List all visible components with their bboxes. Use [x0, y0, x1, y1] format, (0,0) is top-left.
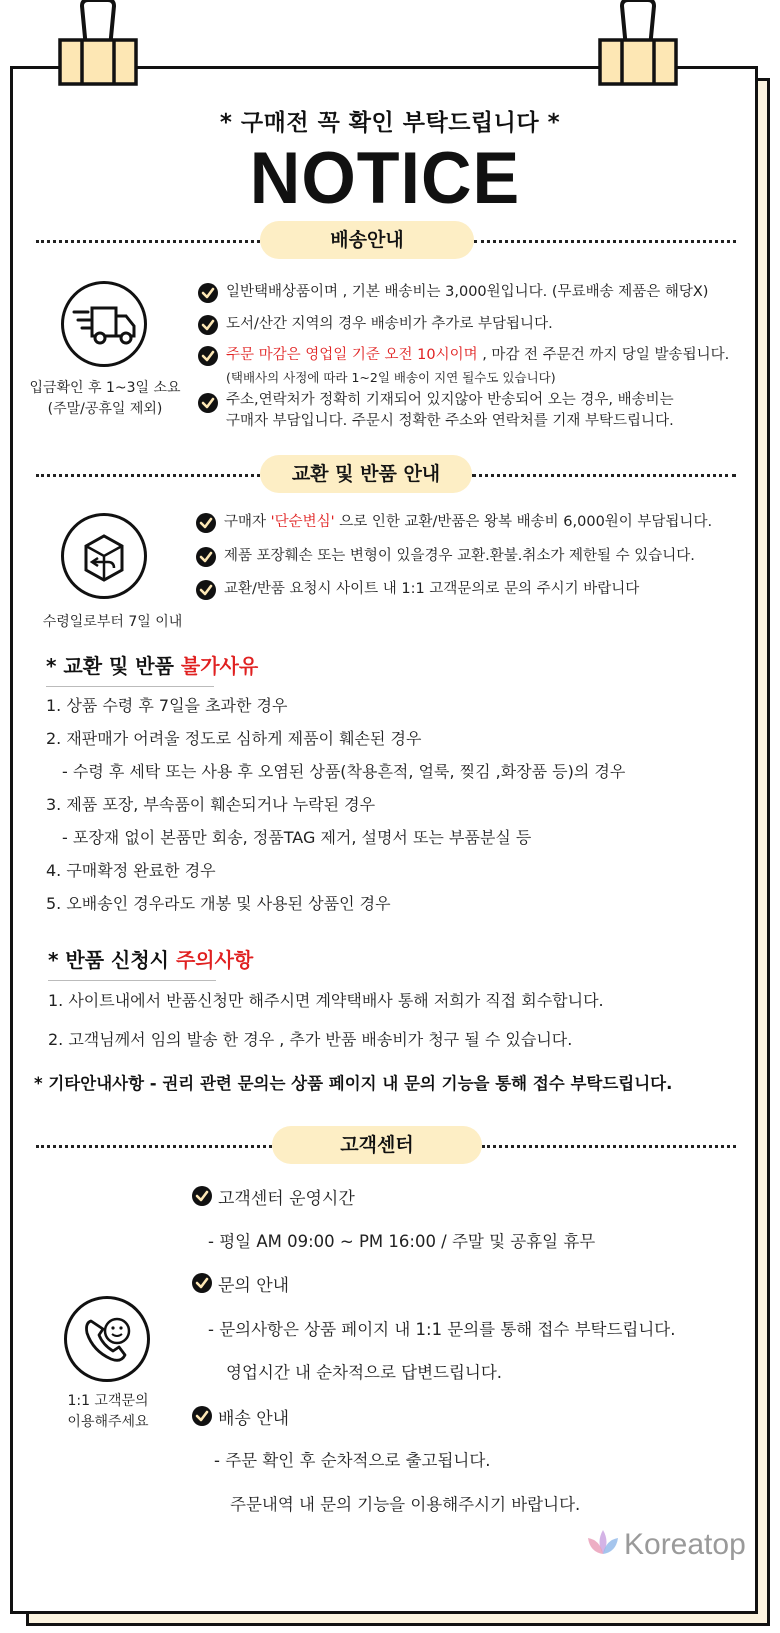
cs-delivery-line-1: - 주문 확인 후 순차적으로 출고됩니다. — [214, 1451, 491, 1470]
exchange-item-1-pre: 구매자 — [224, 514, 271, 530]
cs-caption-2: 이용해주세요 — [67, 1414, 149, 1430]
exchange-item-2: 제품 포장훼손 또는 변형이 있을경우 교환.환불.취소가 제한될 수 있습니다. — [224, 548, 695, 564]
dotted-divider — [36, 1145, 272, 1148]
dotted-divider — [474, 240, 736, 243]
other-notice: * 기타안내사항 - 권리 관련 문의는 상품 페이지 내 문의 기능을 통해 접수 부탁드립니다. — [34, 1074, 673, 1093]
return-apply-heading-highlight: 주의사항 — [175, 948, 254, 972]
section-title-exchange: 교환 및 반품 안내 — [260, 455, 472, 493]
cs-hours-title: 고객센터 운영시간 — [218, 1189, 355, 1209]
no-return-line: - 수령 후 세탁 또는 사용 후 오염된 상품(착용흔적, 얼룩, 찢김 ,화장품 등)의 경우 — [62, 762, 626, 781]
no-return-line: 4. 구매확정 완료한 경우 — [46, 861, 216, 880]
cs-inquiry-title: 문의 안내 — [218, 1276, 290, 1296]
no-return-heading-pre: * 교환 및 반품 — [46, 654, 181, 678]
shipping-caption-2: (주말/공휴일 제외) — [47, 401, 163, 417]
shipping-item-1: 일반택배상품이며 , 기본 배송비는 3,000원입니다. (무료배송 제품은 해당X) — [226, 284, 709, 300]
section-header-exchange — [36, 455, 736, 495]
shipping-item-3-rest: , 마감 전 주문건 까지 당일 발송됩니다. — [477, 347, 730, 363]
no-return-line: 1. 상품 수령 후 7일을 초과한 경우 — [46, 696, 288, 715]
cs-inquiry-line-1: - 문의사항은 상품 페이지 내 1:1 문의를 통해 접수 부탁드립니다. — [208, 1320, 676, 1339]
shipping-item-3 — [226, 345, 729, 366]
check-icon — [196, 513, 216, 533]
no-return-heading — [46, 650, 258, 679]
return-box-icon — [61, 513, 147, 599]
cs-inquiry-line-2: 영업시간 내 순차적으로 답변드립니다. — [226, 1363, 503, 1382]
no-return-line: 3. 제품 포장, 부속품이 훼손되거나 누락된 경우 — [46, 795, 376, 814]
check-icon — [192, 1406, 212, 1426]
return-apply-heading-pre: * 반품 신청시 — [48, 948, 176, 972]
section-title-cs: 고객센터 — [272, 1126, 482, 1164]
check-icon — [196, 580, 216, 600]
notice-subtitle: * 구매전 꼭 확인 부탁드립니다 * — [219, 110, 561, 136]
exchange-caption: 수령일로부터 7일 이내 — [42, 614, 183, 630]
lotus-logo-icon — [584, 1526, 622, 1560]
shipping-caption-1: 입금확인 후 1~3일 소요 — [29, 380, 181, 396]
phone-smile-icon — [64, 1296, 150, 1382]
section-header-cs — [36, 1126, 736, 1166]
cs-delivery-title: 배송 안내 — [218, 1409, 290, 1429]
cs-delivery-line-2: 주문내역 내 문의 기능을 이용해주시기 바랍니다. — [230, 1495, 581, 1514]
shipping-item-3-note: (택배사의 사정에 따라 1~2일 배송이 지연 될수도 있습니다) — [226, 370, 556, 385]
shipping-item-4-line-2: 구매자 부담입니다. 주문시 정확한 주소와 연락처를 기재 부탁드립니다. — [226, 413, 674, 429]
exchange-item-1 — [224, 512, 712, 533]
section-title-shipping: 배송안내 — [260, 221, 474, 259]
binder-clip-icon — [56, 0, 140, 88]
dotted-divider — [36, 474, 260, 477]
binder-clip-icon — [596, 0, 680, 88]
check-icon — [192, 1186, 212, 1206]
return-apply-line: 2. 고객님께서 임의 발송 한 경우 , 추가 반품 배송비가 청구 될 수 있습니다. — [48, 1030, 573, 1049]
check-icon — [196, 547, 216, 567]
heading-underline — [48, 980, 216, 981]
shipping-item-3-highlight: 주문 마감은 영업일 기준 오전 10시이며 — [226, 347, 478, 363]
section-header-shipping — [36, 221, 736, 261]
cs-caption-1: 1:1 고객문의 — [67, 1393, 149, 1409]
return-apply-heading — [48, 944, 253, 973]
exchange-item-3: 교환/반품 요청시 사이트 내 1:1 고객문의로 문의 주시기 바랍니다 — [224, 581, 640, 597]
no-return-heading-highlight: 불가사유 — [180, 654, 259, 678]
no-return-line: 2. 재판매가 어려울 정도로 심하게 제품이 훼손된 경우 — [46, 729, 422, 748]
cs-hours: - 평일 AM 09:00 ~ PM 16:00 / 주말 및 공휴일 휴무 — [208, 1232, 596, 1251]
watermark-text: Koreatop — [624, 1528, 746, 1561]
no-return-line: 5. 오배송인 경우라도 개봉 및 사용된 상품인 경우 — [46, 894, 391, 913]
notice-title: NOTICE — [249, 137, 521, 219]
no-return-line: - 포장재 없이 본품만 회송, 정품TAG 제거, 설명서 또는 부품분실 등 — [62, 828, 532, 847]
exchange-item-1-post: 으로 인한 교환/반품은 왕복 배송비 6,000원이 부담됩니다. — [334, 514, 713, 530]
check-icon — [198, 283, 218, 303]
shipping-item-4-line-1: 주소,연락처가 정확히 기재되어 있지않아 반송되어 오는 경우, 배송비는 — [226, 392, 674, 408]
delivery-truck-icon — [61, 281, 147, 367]
check-icon — [198, 346, 218, 366]
dotted-divider — [36, 240, 260, 243]
exchange-item-1-highlight: '단순변심' — [270, 514, 335, 530]
check-icon — [198, 393, 218, 413]
shipping-item-2: 도서/산간 지역의 경우 배송비가 추가로 부담됩니다. — [226, 316, 553, 332]
dotted-divider — [482, 1145, 736, 1148]
check-icon — [192, 1273, 212, 1293]
return-apply-line: 1. 사이트내에서 반품신청만 해주시면 계약택배사 통해 저희가 직접 회수합니다. — [48, 991, 604, 1010]
check-icon — [198, 315, 218, 335]
heading-underline — [46, 686, 214, 687]
dotted-divider — [472, 474, 736, 477]
